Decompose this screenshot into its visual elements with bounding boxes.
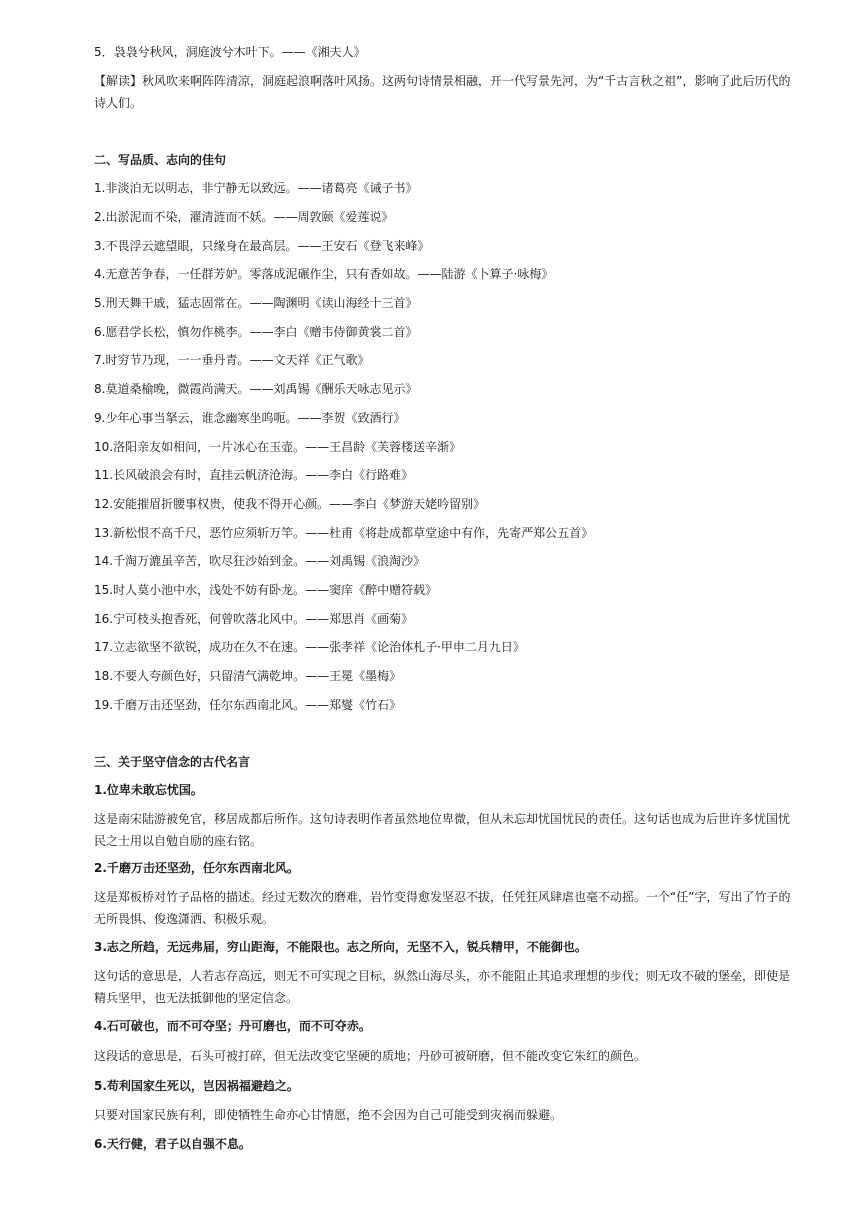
quote-item: 5.刑天舞干戚，猛志固常在。——陶渊明《读山海经十三首》: [94, 296, 418, 310]
maxim-title: 3.志之所趋，无远弗届，穷山距海，不能限也。志之所向，无坚不入，锐兵精甲，不能御也。: [94, 940, 587, 954]
poem-line-5: 5．袅袅兮秋风，洞庭波兮木叶下。——《湘夫人》: [94, 45, 366, 59]
maxim-explanation: 这是南宋陆游被免官，移居成都后所作。这句诗表明作者虽然地位卑微，但从未忘却忧国忧民的责任。这句话也成为后世许多忧国忧民之士用以自勉自励的座右铭。: [94, 812, 791, 848]
maxim-explanation: 这段话的意思是，石头可被打碎，但无法改变它坚硬的质地；丹砂可被研磨，但不能改变它朱红的颜色。: [94, 1049, 647, 1063]
quote-item: 4.无意苦争春，一任群芳妒。零落成泥碾作尘，只有香如故。——陆游《卜算子·咏梅》: [94, 267, 554, 281]
quote-item: 8.莫道桑榆晚，微霞尚满天。——刘禹锡《酬乐天咏志见示》: [94, 382, 418, 396]
maxim-title: 6.天行健，君子以自强不息。: [94, 1137, 251, 1151]
maxim-explanation: 只要对国家民族有利，即使牺牲生命亦心甘情愿，绝不会因为自己可能受到灾祸而躲避。: [94, 1108, 563, 1122]
section-3-heading: 三、关于坚守信念的古代名言: [94, 755, 251, 769]
quote-item: 2.出淤泥而不染，濯清涟而不妖。——周敦颐《爱莲说》: [94, 210, 394, 224]
quote-item: 3.不畏浮云遮望眼，只缘身在最高层。——王安石《登飞来峰》: [94, 239, 430, 253]
quote-item: 17.立志欲坚不欲锐，成功在久不在速。——张孝祥《论治体札子·甲申二月九日》: [94, 640, 525, 654]
quote-item: 11.长风破浪会有时，直挂云帆济沧海。——李白《行路难》: [94, 468, 414, 482]
quote-item: 9.少年心事当拏云，谁念幽寒坐呜呃。——李贺《致酒行》: [94, 411, 406, 425]
quote-item: 7.时穷节乃现，一一垂丹青。——文天祥《正气歌》: [94, 353, 370, 367]
quote-item: 10.洛阳亲友如相问，一片冰心在玉壶。——王昌龄《芙蓉楼送辛渐》: [94, 440, 462, 454]
quote-item: 6.愿君学长松，慎勿作桃李。——李白《赠韦侍御黄裳二首》: [94, 325, 418, 339]
interpretation-paragraph: 【解读】秋风吹来啊阵阵清凉，洞庭起浪啊落叶风扬。这两句诗情景相融，开一代写景先河，为“千古言秋之祖”，影响了此后历代的诗人们。: [94, 74, 791, 110]
maxim-title: 4.石可破也，而不可夺坚；丹可磨也，而不可夺赤。: [94, 1019, 371, 1033]
maxim-explanation: 这是郑板桥对竹子品格的描述。经过无数次的磨难，岩竹变得愈发坚忍不拔，任凭狂风肆虐也毫不动摇。一个“任”字，写出了竹子的无所畏惧、俊逸潇洒、积极乐观。: [94, 890, 791, 926]
maxim-explanation: 这句话的意思是，人若志存高远，则无不可实现之目标，纵然山海尽头，亦不能阻止其追求理想的步伐；则无攻不破的堡垒，即使是精兵坚甲，也无法抵御他的坚定信念。: [94, 969, 791, 1005]
maxim-title: 2.千磨万击还坚劲，任尔东西南北风。: [94, 861, 299, 875]
maxim-title: 5.苟利国家生死以，岂因祸福避趋之。: [94, 1079, 299, 1093]
quote-item: 19.千磨万击还坚劲，任尔东西南北风。——郑燮《竹石》: [94, 698, 402, 712]
quote-item: 1.非淡泊无以明志，非宁静无以致远。——诸葛亮《诫子书》: [94, 181, 418, 195]
quote-item: 15.时人莫小池中水，浅处不妨有卧龙。——窦庠《醉中赠符载》: [94, 583, 438, 597]
quote-item: 12.安能摧眉折腰事权贵，使我不得开心颜。——李白《梦游天姥吟留别》: [94, 497, 486, 511]
maxim-title: 1.位卑未敢忘忧国。: [94, 783, 203, 797]
quote-item: 16.宁可枝头抱香死，何曾吹落北风中。——郑思肖《画菊》: [94, 612, 414, 626]
quote-item: 13.新松恨不高千尺，恶竹应须斩万竿。——杜甫《将赴成都草堂途中有作，先寄严郑公五首》: [94, 526, 594, 540]
quote-item: 14.千淘万漉虽辛苦，吹尽狂沙始到金。——刘禹锡《浪淘沙》: [94, 554, 426, 568]
section-2-heading: 二、写品质、志向的佳句: [94, 153, 227, 167]
quote-item: 18.不要人夸颜色好，只留清气满乾坤。——王冕《墨梅》: [94, 669, 402, 683]
